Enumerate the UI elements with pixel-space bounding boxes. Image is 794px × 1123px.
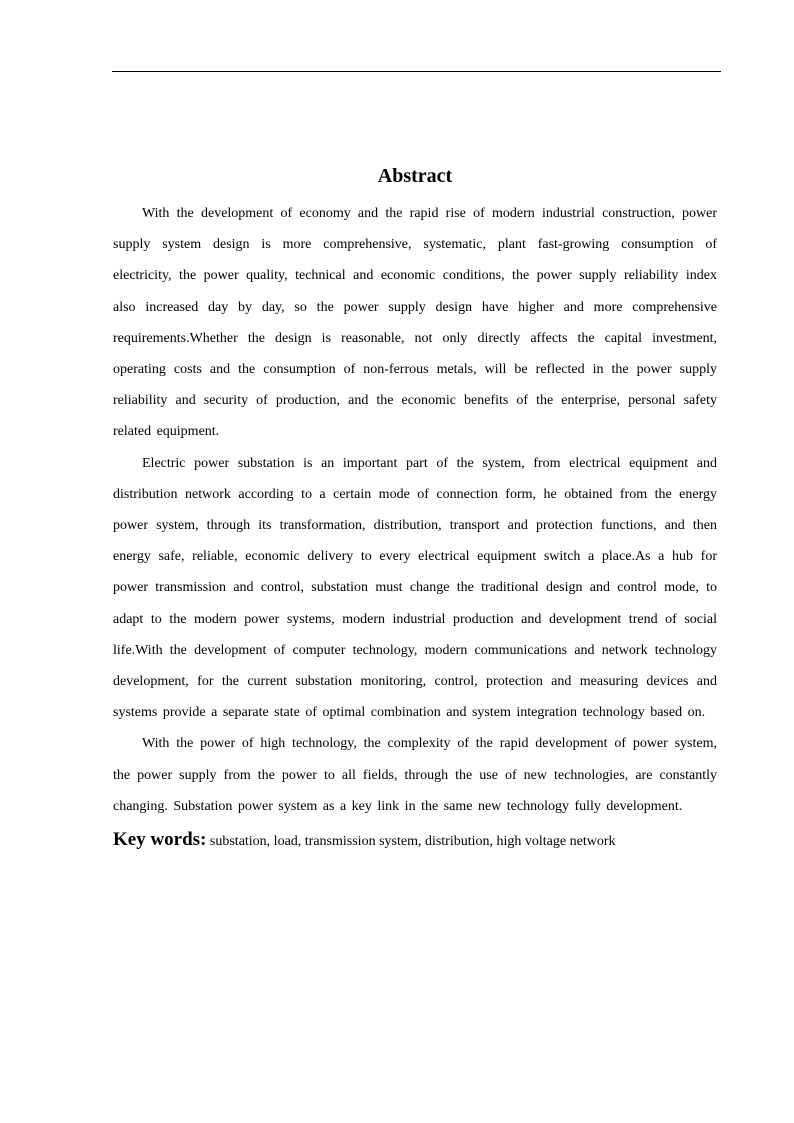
abstract-paragraph: With the power of high technology, the complexity of the rapid development of power system, the power supply from the power to all fields, through the use of new technologies, are constantly changing. Substation power system as a key link in the same new technology fully development. <box>113 736 717 814</box>
keywords-line <box>113 824 717 857</box>
keywords-text: substation, load, transmission system, distribution, high voltage network <box>209 834 616 850</box>
abstract-title: Abstract <box>377 165 453 187</box>
abstract-section <box>113 160 717 857</box>
header-rule <box>112 71 721 72</box>
keywords-label: Key words: <box>113 829 207 851</box>
abstract-paragraph: Electric power substation is an important part of the system, from electrical equipment and distribution network according to a certain mode of connection form, he obtained from the energy power system, through its transformation, distribution, transport and protection functions, and then energy safe, reliable, economic delivery to every electrical equipment switch a place.As a hub for power transmission and control, substation must change the traditional design and control mode, to adapt to the modern power systems, modern industrial production and development trend of social life.With the development of computer technology, modern communications and network technology development, for the current substation monitoring, control, protection and measuring devices and systems provide a separate state of optimal combination and system integration technology based on. <box>113 455 717 721</box>
abstract-paragraph: With the development of economy and the rapid rise of modern industrial construction, power supply system design is more comprehensive, systematic, plant fast-growing consumption of electricity, the power quality, technical and economic conditions, the power supply reliability index also increased day by day, so the power supply design have higher and more comprehensive requirements.Whether the design is reasonable, not only directly affects the capital investment, operating costs and the consumption of non-ferrous metals, will be reflected in the power supply reliability and security of production, and the economic benefits of the enterprise, personal safety related equipment. <box>113 206 717 440</box>
